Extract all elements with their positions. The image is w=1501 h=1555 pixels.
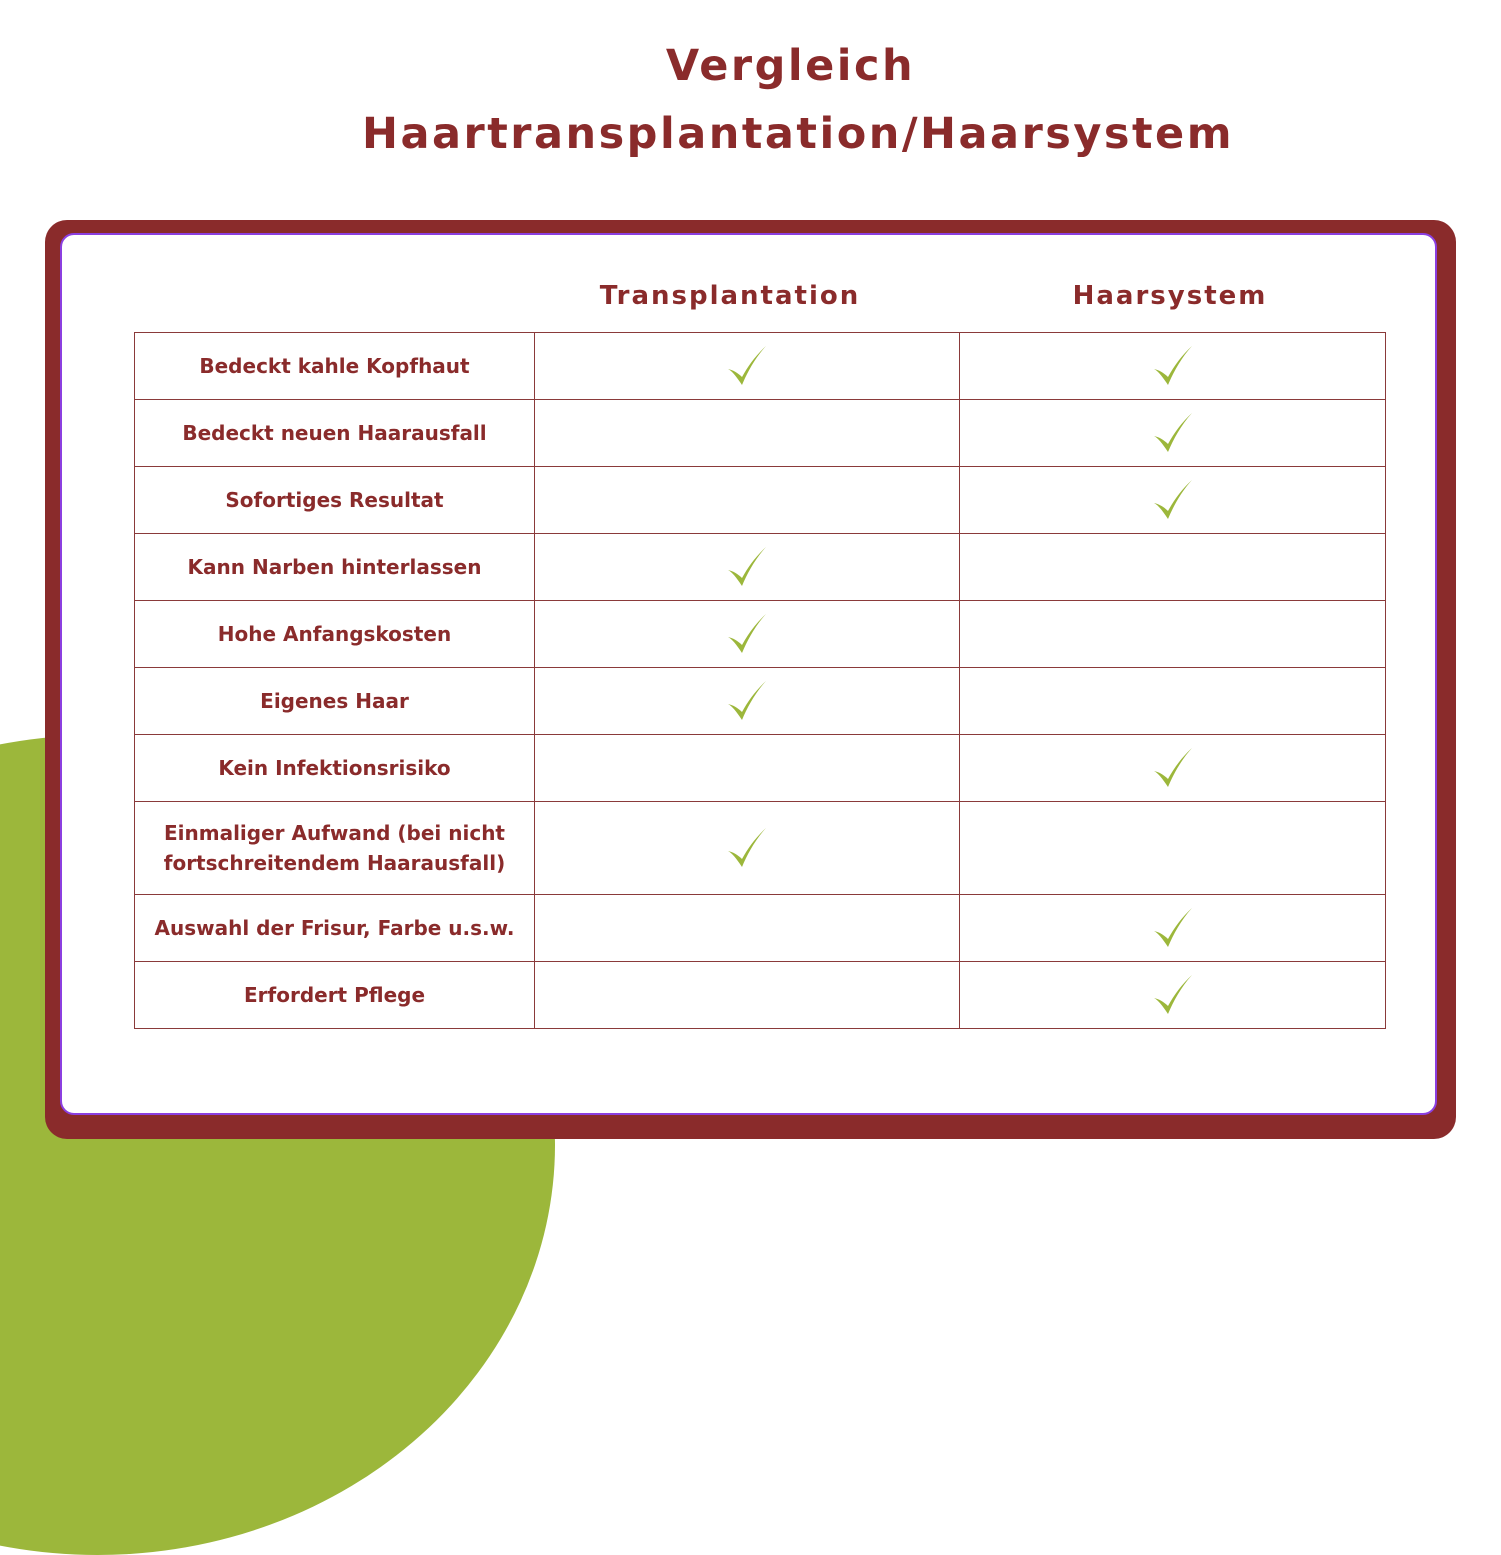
- row-label: Auswahl der Frisur, Farbe u.s.w.: [154, 916, 515, 940]
- row-label: Erfordert Pflege: [243, 983, 426, 1007]
- cell-transplantation: [535, 333, 960, 400]
- checkmark-icon: [1151, 745, 1195, 791]
- cell-haarsystem: [960, 333, 1386, 400]
- table-row: [135, 962, 1386, 1029]
- title-line-2: Haartransplantation/Haarsystem: [361, 109, 1235, 159]
- cell-transplantation: [535, 467, 960, 534]
- row-label-cell: [135, 467, 535, 534]
- title-line-1: Vergleich: [665, 41, 916, 91]
- cell-haarsystem: [960, 400, 1386, 467]
- cell-transplantation: [535, 962, 960, 1029]
- row-label-cell: [135, 962, 535, 1029]
- column-header-haarsystem: Haarsystem: [1072, 281, 1268, 311]
- checkmark-icon: [1151, 905, 1195, 951]
- row-label-cell: [135, 534, 535, 601]
- row-label: Bedeckt neuen Haarausfall: [182, 421, 487, 445]
- checkmark-icon: [725, 678, 769, 724]
- table-row: [135, 534, 1386, 601]
- row-label-cell: [135, 333, 535, 400]
- table-row: [135, 802, 1386, 895]
- cell-transplantation: [535, 668, 960, 735]
- cell-haarsystem: [960, 962, 1386, 1029]
- row-label: Hohe Anfangskosten: [217, 622, 452, 646]
- cell-transplantation: [535, 895, 960, 962]
- row-label-cell: [135, 601, 535, 668]
- cell-haarsystem: [960, 534, 1386, 601]
- row-label: Kann Narben hinterlassen: [187, 555, 482, 579]
- cell-haarsystem: [960, 467, 1386, 534]
- cell-transplantation: [535, 601, 960, 668]
- table-row: [135, 601, 1386, 668]
- row-label-cell: [135, 668, 535, 735]
- table-row: [135, 668, 1386, 735]
- column-header-transplantation: Transplantation: [599, 281, 861, 311]
- row-label-cell: [135, 400, 535, 467]
- comparison-table-body: [135, 333, 1386, 1029]
- checkmark-icon: [1151, 410, 1195, 456]
- row-label-cell: [135, 735, 535, 802]
- cell-transplantation: [535, 534, 960, 601]
- checkmark-icon: [725, 544, 769, 590]
- checkmark-icon: [725, 611, 769, 657]
- cell-haarsystem: [960, 735, 1386, 802]
- table-row: [135, 735, 1386, 802]
- table-row: [135, 333, 1386, 400]
- checkmark-icon: [1151, 477, 1195, 523]
- row-label: Einmaliger Aufwand (bei nicht fortschreitendem Haarausfall): [163, 821, 506, 875]
- table-row: [135, 895, 1386, 962]
- row-label-cell: [135, 895, 535, 962]
- table-row: [135, 467, 1386, 534]
- table-row: [135, 400, 1386, 467]
- checkmark-icon: [725, 343, 769, 389]
- row-label: Kein Infektionsrisiko: [218, 756, 451, 780]
- comparison-table: [134, 332, 1386, 1029]
- cell-transplantation: [535, 802, 960, 895]
- row-label: Eigenes Haar: [260, 689, 409, 713]
- checkmark-icon: [1151, 972, 1195, 1018]
- cell-haarsystem: [960, 895, 1386, 962]
- cell-haarsystem: [960, 668, 1386, 735]
- checkmark-icon: [725, 825, 769, 871]
- page-title: [0, 32, 1501, 168]
- cell-haarsystem: [960, 802, 1386, 895]
- row-label: Sofortiges Resultat: [225, 488, 444, 512]
- cell-haarsystem: [960, 601, 1386, 668]
- row-label: Bedeckt kahle Kopfhaut: [199, 354, 470, 378]
- cell-transplantation: [535, 735, 960, 802]
- cell-transplantation: [535, 400, 960, 467]
- checkmark-icon: [1151, 343, 1195, 389]
- row-label-cell: [135, 802, 535, 895]
